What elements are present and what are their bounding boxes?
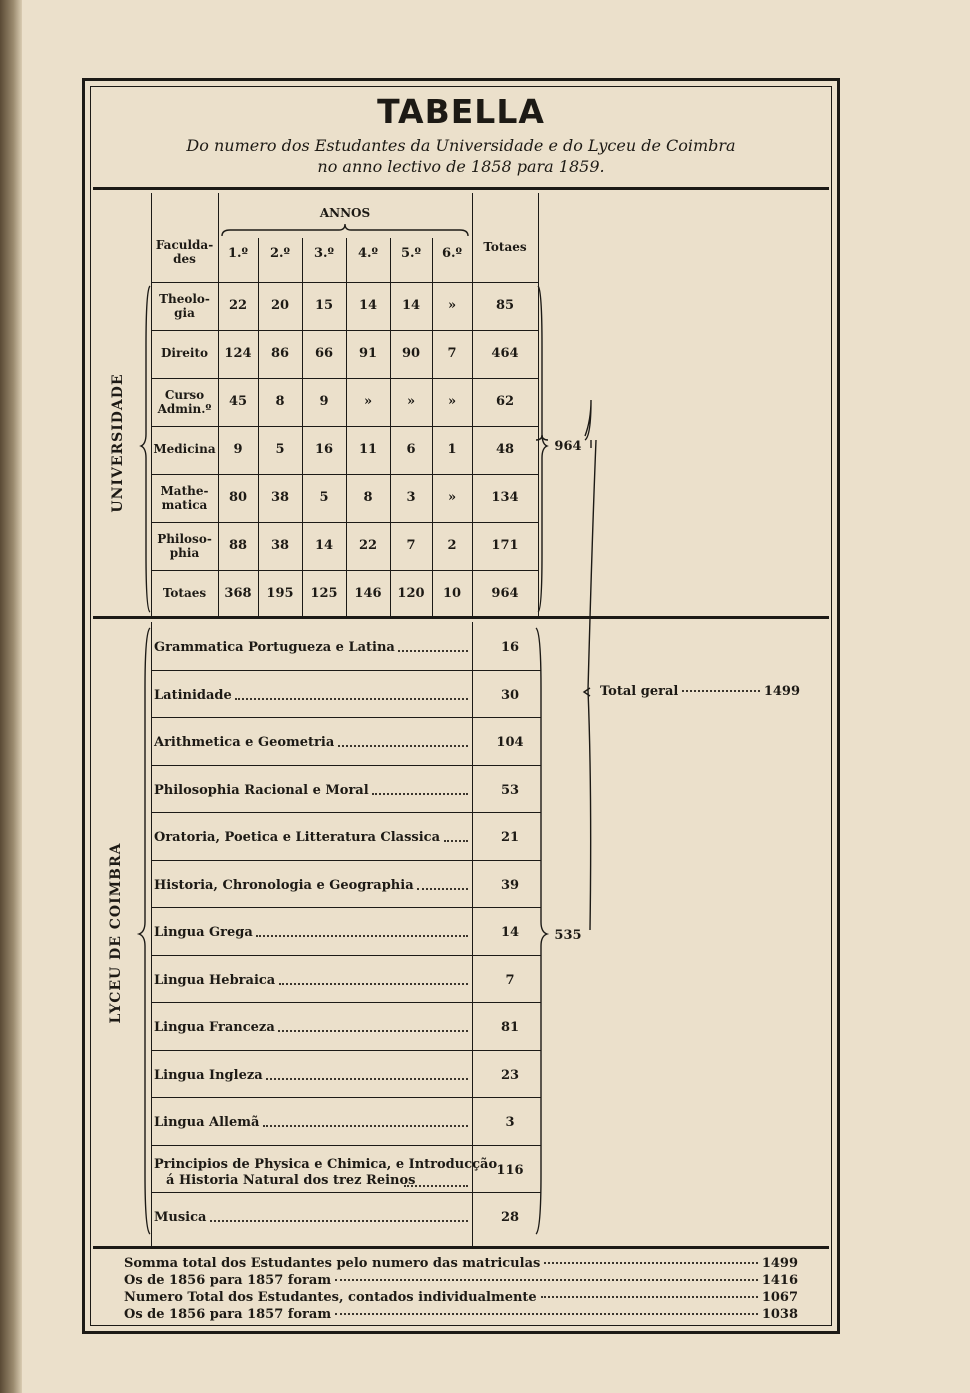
year-count: 6 xyxy=(406,442,416,457)
lyceu-row-rule xyxy=(151,1145,541,1146)
lyceu-row-rule xyxy=(151,1192,541,1193)
year-count: 5 xyxy=(319,490,329,505)
lyceu-count: 21 xyxy=(500,830,520,845)
page-title: TABELLA xyxy=(377,92,545,131)
year-header: 4.º xyxy=(357,246,379,261)
year-count: 15 xyxy=(314,298,334,313)
faculdade-total: 464 xyxy=(491,346,519,361)
year-count: 195 xyxy=(266,586,294,601)
year-count: 88 xyxy=(228,538,248,553)
faculdade-name: Theolo- gia xyxy=(159,292,210,320)
total-geral-value: 1499 xyxy=(763,684,800,699)
year-count: 1 xyxy=(447,442,457,457)
lyceu-row-rule xyxy=(151,1050,541,1051)
lyceu-subject: Lingua Ingleza xyxy=(154,1067,263,1083)
leader-dots xyxy=(235,698,468,700)
faculdade-name: Totaes xyxy=(162,586,207,600)
summary-line xyxy=(124,1256,798,1271)
year-count: 14 xyxy=(401,298,421,313)
lyceu-count: 104 xyxy=(496,735,524,750)
lyceu-row-rule xyxy=(151,812,541,813)
year-count: 90 xyxy=(401,346,421,361)
year-count: 16 xyxy=(314,442,334,457)
lyceu-subject: Lingua Grega xyxy=(154,925,253,940)
total-geral-leader xyxy=(682,690,759,692)
leader-dots xyxy=(278,1030,468,1032)
lyceu-count: 28 xyxy=(500,1210,520,1225)
lyceu-row-rule xyxy=(151,1097,541,1098)
year-count: 91 xyxy=(358,346,378,361)
annos-header: ANNOS xyxy=(319,206,371,220)
lyceu-left-brace xyxy=(138,626,154,1236)
summary-line xyxy=(124,1273,798,1288)
summary-label: Os de 1856 para 1857 foram xyxy=(124,1273,332,1288)
leader-dots xyxy=(279,983,468,985)
year-count: » xyxy=(447,394,457,409)
year-count: 22 xyxy=(358,538,378,553)
uni-header-rule xyxy=(151,282,538,283)
universidade-brace-total: 964 xyxy=(554,439,582,454)
year-header: 1.º xyxy=(227,246,249,261)
leader-dots xyxy=(266,1078,468,1080)
lyceu-subject-cont: á Historia Natural dos trez Reinos xyxy=(166,1172,416,1188)
lyceu-count: 3 xyxy=(505,1115,515,1130)
year-count: 38 xyxy=(270,538,290,553)
leader-dots xyxy=(372,793,468,795)
year-count: 7 xyxy=(406,538,416,553)
uni-row-rule xyxy=(151,474,538,475)
leader-dots xyxy=(417,888,468,890)
year-count: 5 xyxy=(275,442,285,457)
summary-label: Numero Total dos Estudantes, contados individualmente xyxy=(124,1290,537,1305)
summary-value: 1067 xyxy=(761,1290,798,1305)
year-count: 146 xyxy=(354,586,382,601)
lyceu-row-rule xyxy=(151,860,541,861)
lyceu-row-rule xyxy=(151,765,541,766)
annos-brace xyxy=(222,224,468,238)
summary-line xyxy=(124,1290,798,1305)
lyceu-subject: Philosophia Racional e Moral xyxy=(154,782,369,798)
uni-col-rule xyxy=(302,238,303,618)
summary-leader xyxy=(335,1279,758,1281)
total-geral-line xyxy=(600,684,800,699)
faculdade-name: Philoso- phia xyxy=(157,532,212,560)
year-count: 125 xyxy=(310,586,338,601)
year-count: 20 xyxy=(270,298,290,313)
lyceu-row-rule xyxy=(151,1002,541,1003)
universidade-right-brace xyxy=(536,284,550,614)
summary-value: 1499 xyxy=(761,1256,798,1271)
year-header: 6.º xyxy=(441,246,463,261)
uni-row-rule xyxy=(151,570,538,571)
grand-total-brace xyxy=(588,440,596,930)
year-count: 9 xyxy=(319,394,329,409)
summary-label: Somma total dos Estudantes pelo numero das matriculas xyxy=(124,1256,541,1271)
year-count: 38 xyxy=(270,490,290,505)
lyceu-subject: Lingua Allemã xyxy=(154,1115,260,1130)
year-count: 11 xyxy=(358,442,378,457)
lyceu-count: 7 xyxy=(505,972,515,988)
lyceu-count: 23 xyxy=(500,1067,520,1083)
year-count: 8 xyxy=(275,394,285,409)
year-count: 9 xyxy=(233,442,243,457)
faculdade-total: 964 xyxy=(491,586,519,601)
year-count: » xyxy=(447,490,457,505)
lyceu-count: 81 xyxy=(500,1020,520,1035)
subtitle-line-1: Do numero dos Estudantes da Universidade e do Lyceu de Coimbra xyxy=(186,136,736,155)
year-count: » xyxy=(406,394,416,409)
faculdade-name: Medicina xyxy=(153,442,216,456)
faculdade-name: Curso Admin.º xyxy=(157,388,212,416)
summary-leader xyxy=(541,1296,758,1298)
year-count: 14 xyxy=(314,538,334,553)
faculdade-total: 171 xyxy=(491,538,519,553)
year-count: 14 xyxy=(358,298,378,313)
lyceu-label: LYCEU DE COIMBRA xyxy=(108,842,124,1024)
year-count: 368 xyxy=(224,586,252,601)
leader-dots xyxy=(338,745,468,747)
lyceu-row-rule xyxy=(151,717,541,718)
year-count: 3 xyxy=(406,490,416,505)
uni-row-rule xyxy=(151,330,538,331)
lyceu-count: 39 xyxy=(500,877,520,893)
faculdades-header: Faculda- des xyxy=(155,238,214,266)
lyceu-row-rule xyxy=(151,955,541,956)
uni-row-rule xyxy=(151,378,538,379)
year-header: 2.º xyxy=(269,246,291,261)
faculdade-total: 85 xyxy=(495,298,515,313)
year-count: 22 xyxy=(228,298,248,313)
year-count: 66 xyxy=(314,346,334,361)
lyceu-subject: Lingua Hebraica xyxy=(154,972,276,988)
lyceu-subject: Lingua Franceza xyxy=(154,1020,275,1035)
lyceu-count: 53 xyxy=(500,782,520,798)
lyceu-subject: Oratoria, Poetica e Litteratura Classica xyxy=(154,830,441,845)
faculdade-total: 134 xyxy=(491,490,519,505)
leader-dots xyxy=(210,1220,468,1222)
lyceu-subject: Principios de Physica e Chimica, e Introducção xyxy=(154,1156,498,1172)
leader-dots xyxy=(398,650,468,652)
faculdade-name: Direito xyxy=(160,346,209,360)
year-header: 5.º xyxy=(400,246,422,261)
lyceu-count: 16 xyxy=(500,640,520,655)
summary-leader xyxy=(335,1313,758,1315)
leader-dots xyxy=(404,1185,468,1187)
year-count: 2 xyxy=(447,538,457,553)
total-geral-label: Total geral xyxy=(600,684,679,699)
lyceu-right-brace xyxy=(534,626,550,1236)
lyceu-row-rule xyxy=(151,670,541,671)
summary-leader xyxy=(544,1262,758,1264)
summary-value: 1416 xyxy=(761,1273,798,1288)
faculdade-total: 62 xyxy=(495,394,515,409)
lyceu-subject: Musica xyxy=(154,1210,207,1225)
year-count: 120 xyxy=(397,586,425,601)
uni-col-rule xyxy=(258,238,259,618)
lyceu-count: 116 xyxy=(496,1162,524,1178)
year-count: » xyxy=(363,394,373,409)
summary-value: 1038 xyxy=(761,1307,798,1322)
year-count: 10 xyxy=(442,586,462,601)
universidade-label: UNIVERSIDADE xyxy=(110,373,126,513)
totaes-header: Totaes xyxy=(483,240,527,254)
lyceu-subject: Latinidade xyxy=(154,687,232,703)
universidade-left-brace xyxy=(140,284,154,614)
subtitle-line-2: no anno lectivo de 1858 para 1859. xyxy=(317,157,605,176)
lyceu-subject: Grammatica Portugueza e Latina xyxy=(154,640,395,655)
year-count: » xyxy=(447,298,457,313)
uni-col-rule xyxy=(432,238,433,618)
uni-col-rule xyxy=(346,238,347,618)
leader-dots xyxy=(263,1125,468,1127)
lyceu-count: 14 xyxy=(500,925,520,940)
uni-col-rule xyxy=(390,238,391,618)
lyceu-count: 30 xyxy=(500,687,520,703)
faculdade-name: Mathe- matica xyxy=(160,484,209,512)
leader-dots xyxy=(444,840,468,842)
year-count: 80 xyxy=(228,490,248,505)
year-count: 45 xyxy=(228,394,248,409)
year-count: 7 xyxy=(447,346,457,361)
leader-dots xyxy=(256,935,468,937)
year-count: 86 xyxy=(270,346,290,361)
lyceu-brace-total: 535 xyxy=(554,928,582,943)
uni-row-rule xyxy=(151,522,538,523)
summary-line xyxy=(124,1307,798,1322)
year-count: 124 xyxy=(224,346,252,361)
summary-label: Os de 1856 para 1857 foram xyxy=(124,1307,332,1322)
uni-row-rule xyxy=(151,426,538,427)
lyceu-subject: Arithmetica e Geometria xyxy=(154,735,335,750)
grand-total-brace-top xyxy=(585,400,591,440)
year-header: 3.º xyxy=(313,246,335,261)
lyceu-row-rule xyxy=(151,907,541,908)
lyceu-subject: Historia, Chronologia e Geographia xyxy=(154,877,414,893)
faculdade-total: 48 xyxy=(495,442,515,457)
year-count: 8 xyxy=(363,490,373,505)
